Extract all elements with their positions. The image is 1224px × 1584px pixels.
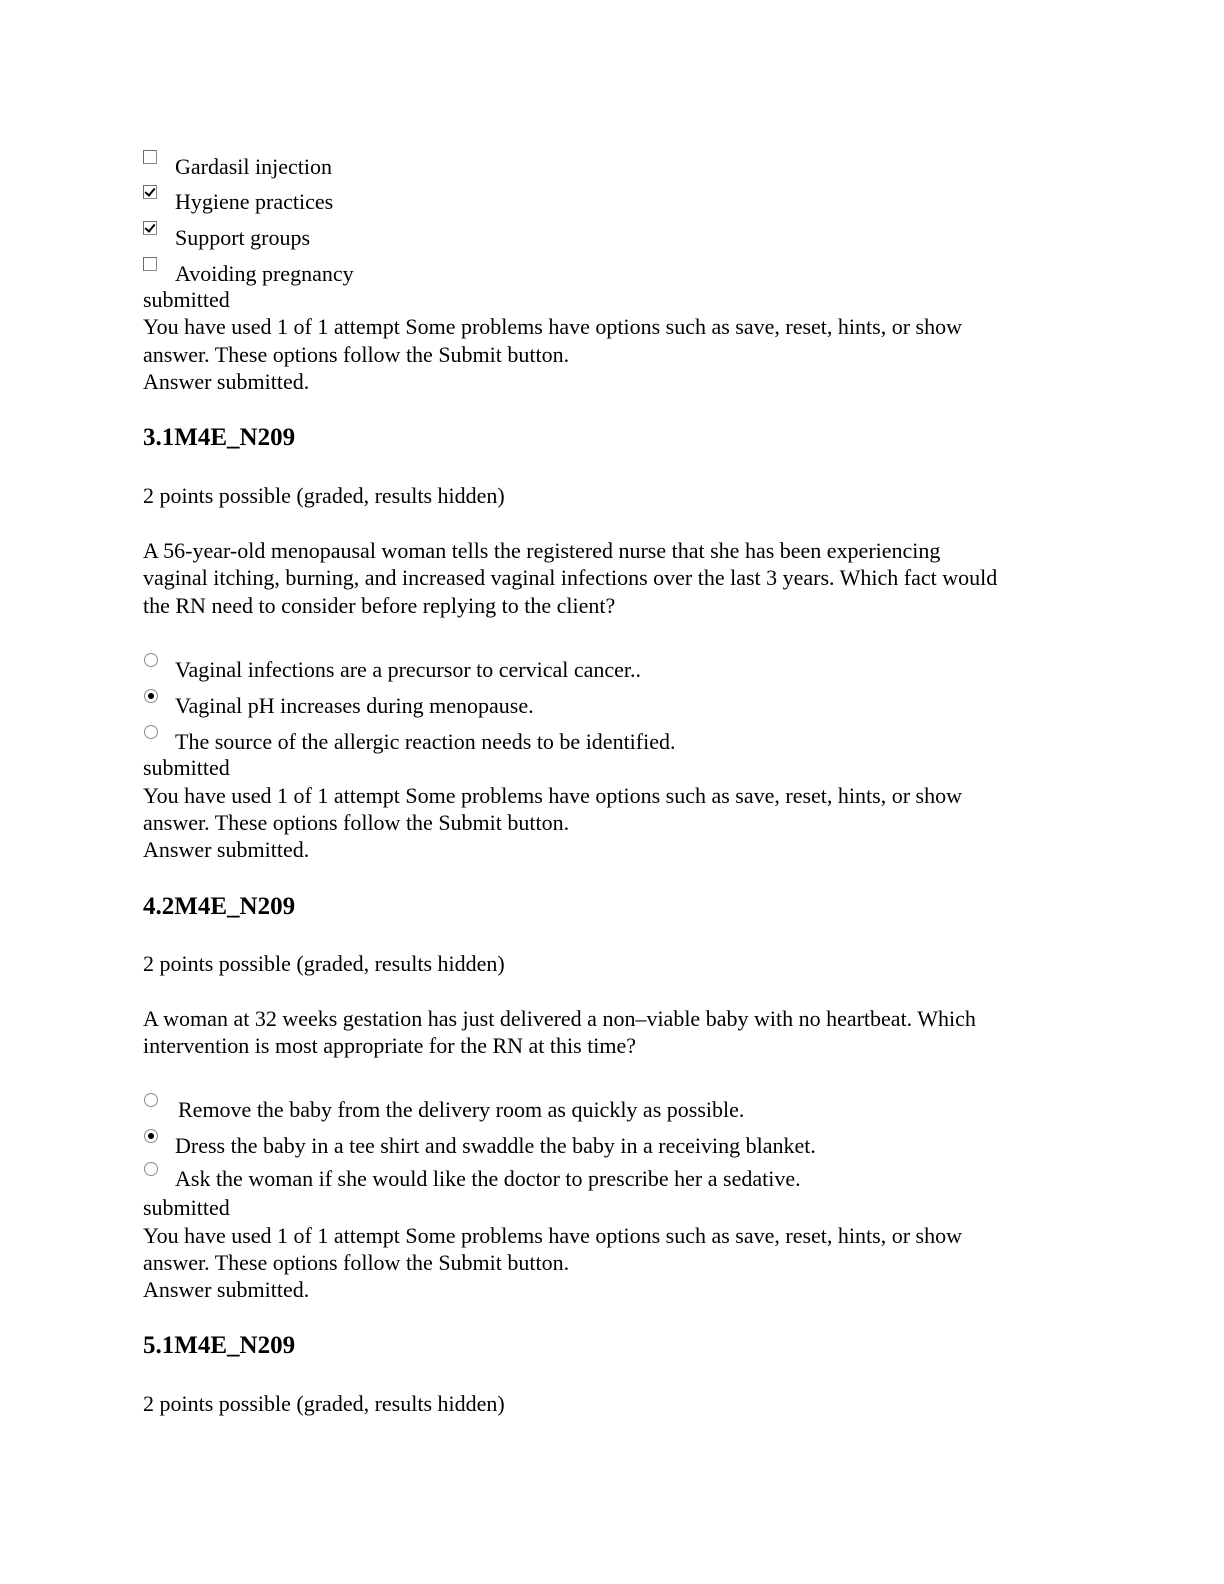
checkbox[interactable]	[143, 185, 157, 199]
answer-result: Answer submitted.	[143, 369, 310, 394]
option-label: Dress the baby in a tee shirt and swaddle the baby in a receiving blanket.	[175, 1133, 816, 1158]
option-label: Hygiene practices	[175, 189, 334, 214]
problem-title: 3.1M4E_N209	[143, 424, 296, 451]
answer-result: Answer submitted.	[143, 1277, 310, 1302]
attempts-notice-cont: answer. These options follow the Submit button.	[143, 810, 570, 835]
radio-button[interactable]	[144, 1093, 158, 1107]
radio-button[interactable]	[144, 689, 158, 703]
points-info: 2 points possible (graded, results hidden)	[143, 1391, 505, 1416]
option-label: Ask the woman if she would like the doctor to prescribe her a sedative.	[175, 1166, 801, 1191]
problem-title: 5.1M4E_N209	[143, 1332, 296, 1359]
submission-status: submitted	[143, 1195, 230, 1220]
attempts-notice: You have used 1 of 1 attempt Some problems have options such as save, reset, hints, or show	[143, 314, 962, 339]
answer-result: Answer submitted.	[143, 837, 310, 862]
option-label: Vaginal pH increases during menopause.	[175, 693, 534, 718]
submission-status: submitted	[143, 755, 230, 780]
checkbox[interactable]	[143, 257, 157, 271]
attempts-notice-cont: answer. These options follow the Submit button.	[143, 342, 570, 367]
option-label: Support groups	[175, 225, 311, 250]
radio-button[interactable]	[144, 725, 158, 739]
problem-title: 4.2M4E_N209	[143, 893, 296, 920]
submission-status: submitted	[143, 287, 230, 312]
option-label: Avoiding pregnancy	[175, 261, 354, 286]
radio-button[interactable]	[144, 1129, 158, 1143]
question-text-cont: vaginal itching, burning, and increased vaginal infections over the last 3 years. Which fact would	[143, 565, 998, 590]
points-info: 2 points possible (graded, results hidden)	[143, 483, 505, 508]
option-label: Remove the baby from the delivery room as quickly as possible.	[178, 1097, 745, 1122]
option-label: Vaginal infections are a precursor to cervical cancer..	[175, 657, 642, 682]
attempts-notice-cont: answer. These options follow the Submit button.	[143, 1250, 570, 1275]
checkbox[interactable]	[143, 221, 157, 235]
checkbox[interactable]	[143, 150, 157, 164]
option-label: Gardasil injection	[175, 154, 333, 179]
option-label: The source of the allergic reaction needs to be identified.	[175, 729, 676, 754]
question-text: A woman at 32 weeks gestation has just delivered a non–viable baby with no heartbeat. Which	[143, 1006, 976, 1031]
question-text: A 56-year-old menopausal woman tells the registered nurse that she has been experiencing	[143, 538, 941, 563]
radio-button[interactable]	[144, 1162, 158, 1176]
attempts-notice: You have used 1 of 1 attempt Some problems have options such as save, reset, hints, or show	[143, 1223, 962, 1248]
attempts-notice: You have used 1 of 1 attempt Some problems have options such as save, reset, hints, or show	[143, 783, 962, 808]
points-info: 2 points possible (graded, results hidden)	[143, 951, 505, 976]
radio-button[interactable]	[144, 653, 158, 667]
question-text-cont: the RN need to consider before replying to the client?	[143, 593, 616, 618]
question-text-cont: intervention is most appropriate for the RN at this time?	[143, 1033, 637, 1058]
